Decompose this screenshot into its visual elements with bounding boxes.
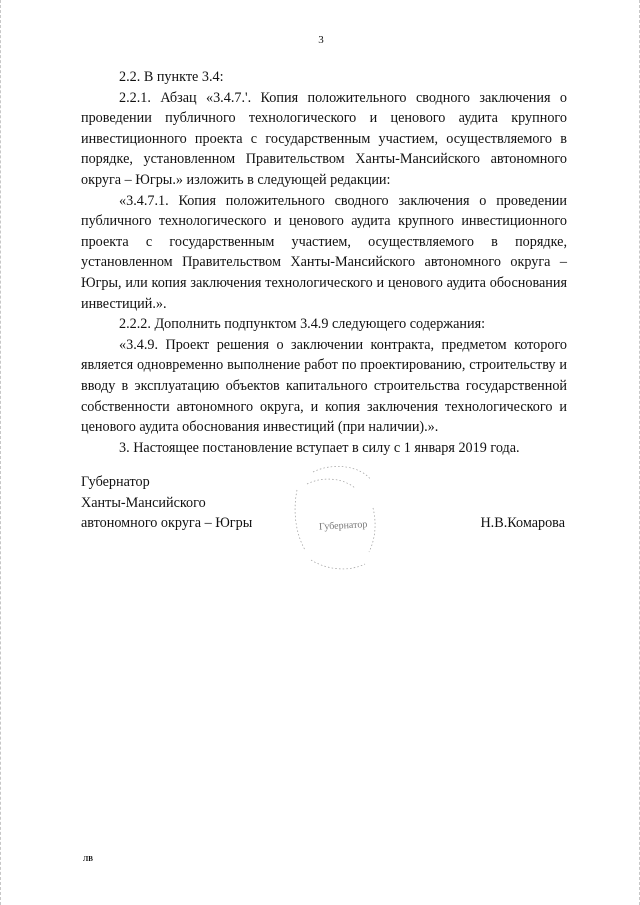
signatory-title-line: Губернатор — [81, 474, 150, 490]
document-body — [81, 67, 567, 458]
paragraph-3: 3. Настоящее постановление вступает в силу с 1 января 2019 года. — [119, 439, 520, 456]
signatory-title — [81, 472, 252, 534]
signatory-name: Н.В.Комарова — [480, 515, 565, 531]
paragraph-3-4-9-quote: «3.4.9. Проект решения о заключении контракта, предметом которого является одновременно выполнение работ по проектированию, строительству и вводу в эксплуатацию объектов капитального строительства государственной собственности автономного округа, и копия заключения технологического и ценового аудита обоснования инвестиций (при наличии).». — [81, 336, 567, 436]
executor-mark: ЛВ — [83, 855, 93, 863]
paragraph-3-4-7-1-quote: «3.4.7.1. Копия положительного сводного заключения о проведении публичного технологического и ценового аудита крупного инвестиционного проекта с государственным участием, осуществляемого в порядке, установленном Правительством Ханты-Мансийского автономного округа – Югры, или копия заключения технологического и ценового аудита обоснования инвестиций.». — [81, 192, 567, 312]
signatory-title-line: Ханты-Мансийского — [81, 494, 206, 511]
paragraph-2-2-2: 2.2.2. Дополнить подпунктом 3.4.9 следующего содержания: — [119, 316, 486, 333]
signatory-title-line: автономного округа – Югры — [81, 515, 253, 532]
paragraph-2-2-1: 2.2.1. Абзац «3.4.7.'. Копия положительного сводного заключения о проведении публичного технологического и ценового аудита крупного инвестиционного проекта с государственным участием, осуществляемого в порядке, установленном Правительством Ханты-Мансийского автономного округа – Югры.» изложить в следующей редакции: — [81, 89, 567, 188]
page-number: 3 — [318, 34, 324, 46]
stamp-text: Губернатор — [318, 519, 368, 533]
signature-stamp — [283, 458, 379, 578]
paragraph-2-2: 2.2. В пункте 3.4: — [119, 69, 224, 85]
